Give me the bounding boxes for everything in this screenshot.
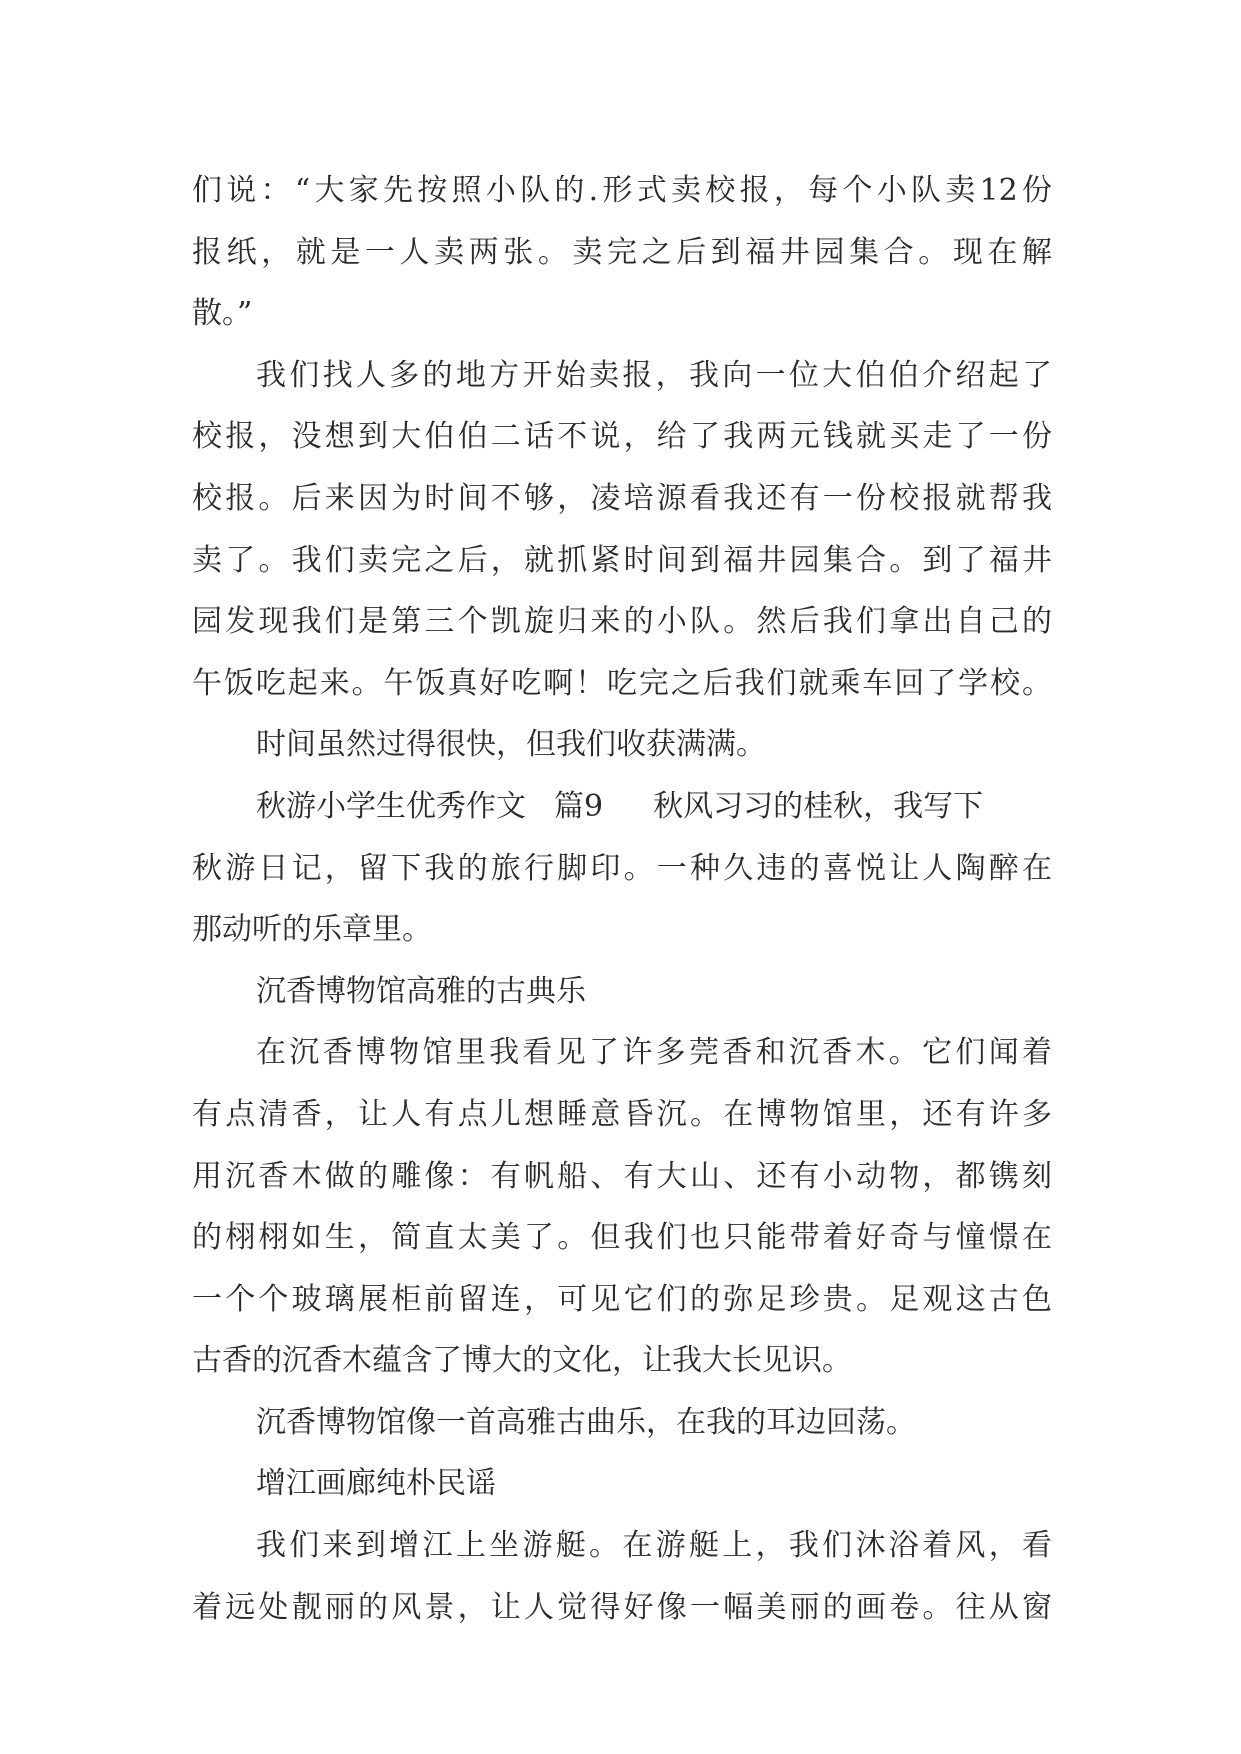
paragraph-start: 我们找人多的地方开始卖报，我向一位大伯伯介绍起了: [256, 357, 1052, 393]
text-line: 古香的沉香木蕴含了博大的文化，让我大长见识。: [192, 1343, 852, 1379]
paragraph-start: 秋风习习的桂秋，我写下: [653, 788, 984, 824]
text-line: 用沉香木做的雕像：有帆船、有大山、还有小动物，都镌刻: [192, 1158, 1052, 1194]
paragraph-start: 时间虽然过得很快，但我们收获满满。: [256, 727, 766, 763]
section-number: 篇9: [554, 788, 604, 824]
text-line: 着远处靓丽的风景，让人觉得好像一幅美丽的画卷。往从窗: [192, 1589, 1052, 1625]
text-line: 一个个玻璃展柜前留连，可见它们的弥足珍贵。足观这古色: [192, 1281, 1052, 1317]
text-line: 报纸，就是一人卖两张。卖完之后到福井园集合。现在解: [192, 234, 1052, 270]
text-line: 园发现我们是第三个凯旋归来的小队。然后我们拿出自己的: [192, 604, 1052, 640]
paragraph-start: 沉香博物馆像一首高雅古曲乐，在我的耳边回荡。: [256, 1404, 916, 1440]
subheading: 沉香博物馆高雅的古典乐: [256, 973, 586, 1009]
subheading: 增江画廊纯朴民谣: [256, 1466, 496, 1502]
text-line: 校报，没想到大伯伯二话不说，给了我两元钱就买走了一份: [192, 419, 1052, 455]
text-line: 校报。后来因为时间不够，凌培源看我还有一份校报就帮我: [192, 480, 1052, 516]
text-line: 散。”: [192, 296, 253, 332]
essay-body: [192, 160, 1052, 1638]
paragraph-start: 我们来到增江上坐游艇。在游艇上，我们沐浴着风，看: [256, 1528, 1052, 1564]
section-title-line: [192, 776, 1052, 838]
text-line: 们说：“大家先按照小队的.形式卖校报，每个小队卖12份: [192, 173, 1052, 208]
text-line: 的栩栩如生，简直太美了。但我们也只能带着好奇与憧憬在: [192, 1220, 1052, 1256]
section-title: 秋游小学生优秀作文: [256, 788, 526, 824]
text-line: 有点清香，让人有点儿想睡意昏沉。在博物馆里，还有许多: [192, 1096, 1052, 1132]
paragraph-start: 在沉香博物馆里我看见了许多莞香和沉香木。它们闻着: [256, 1035, 1052, 1071]
text-line: 那动听的乐章里。: [192, 912, 432, 948]
text-line: 秋游日记，留下我的旅行脚印。一种久违的喜悦让人陶醉在: [192, 850, 1052, 886]
text-line: 卖了。我们卖完之后，就抓紧时间到福井园集合。到了福井: [192, 542, 1052, 578]
text-line: 午饭吃起来。午饭真好吃啊！吃完之后我们就乘车回了学校。: [192, 665, 1052, 701]
